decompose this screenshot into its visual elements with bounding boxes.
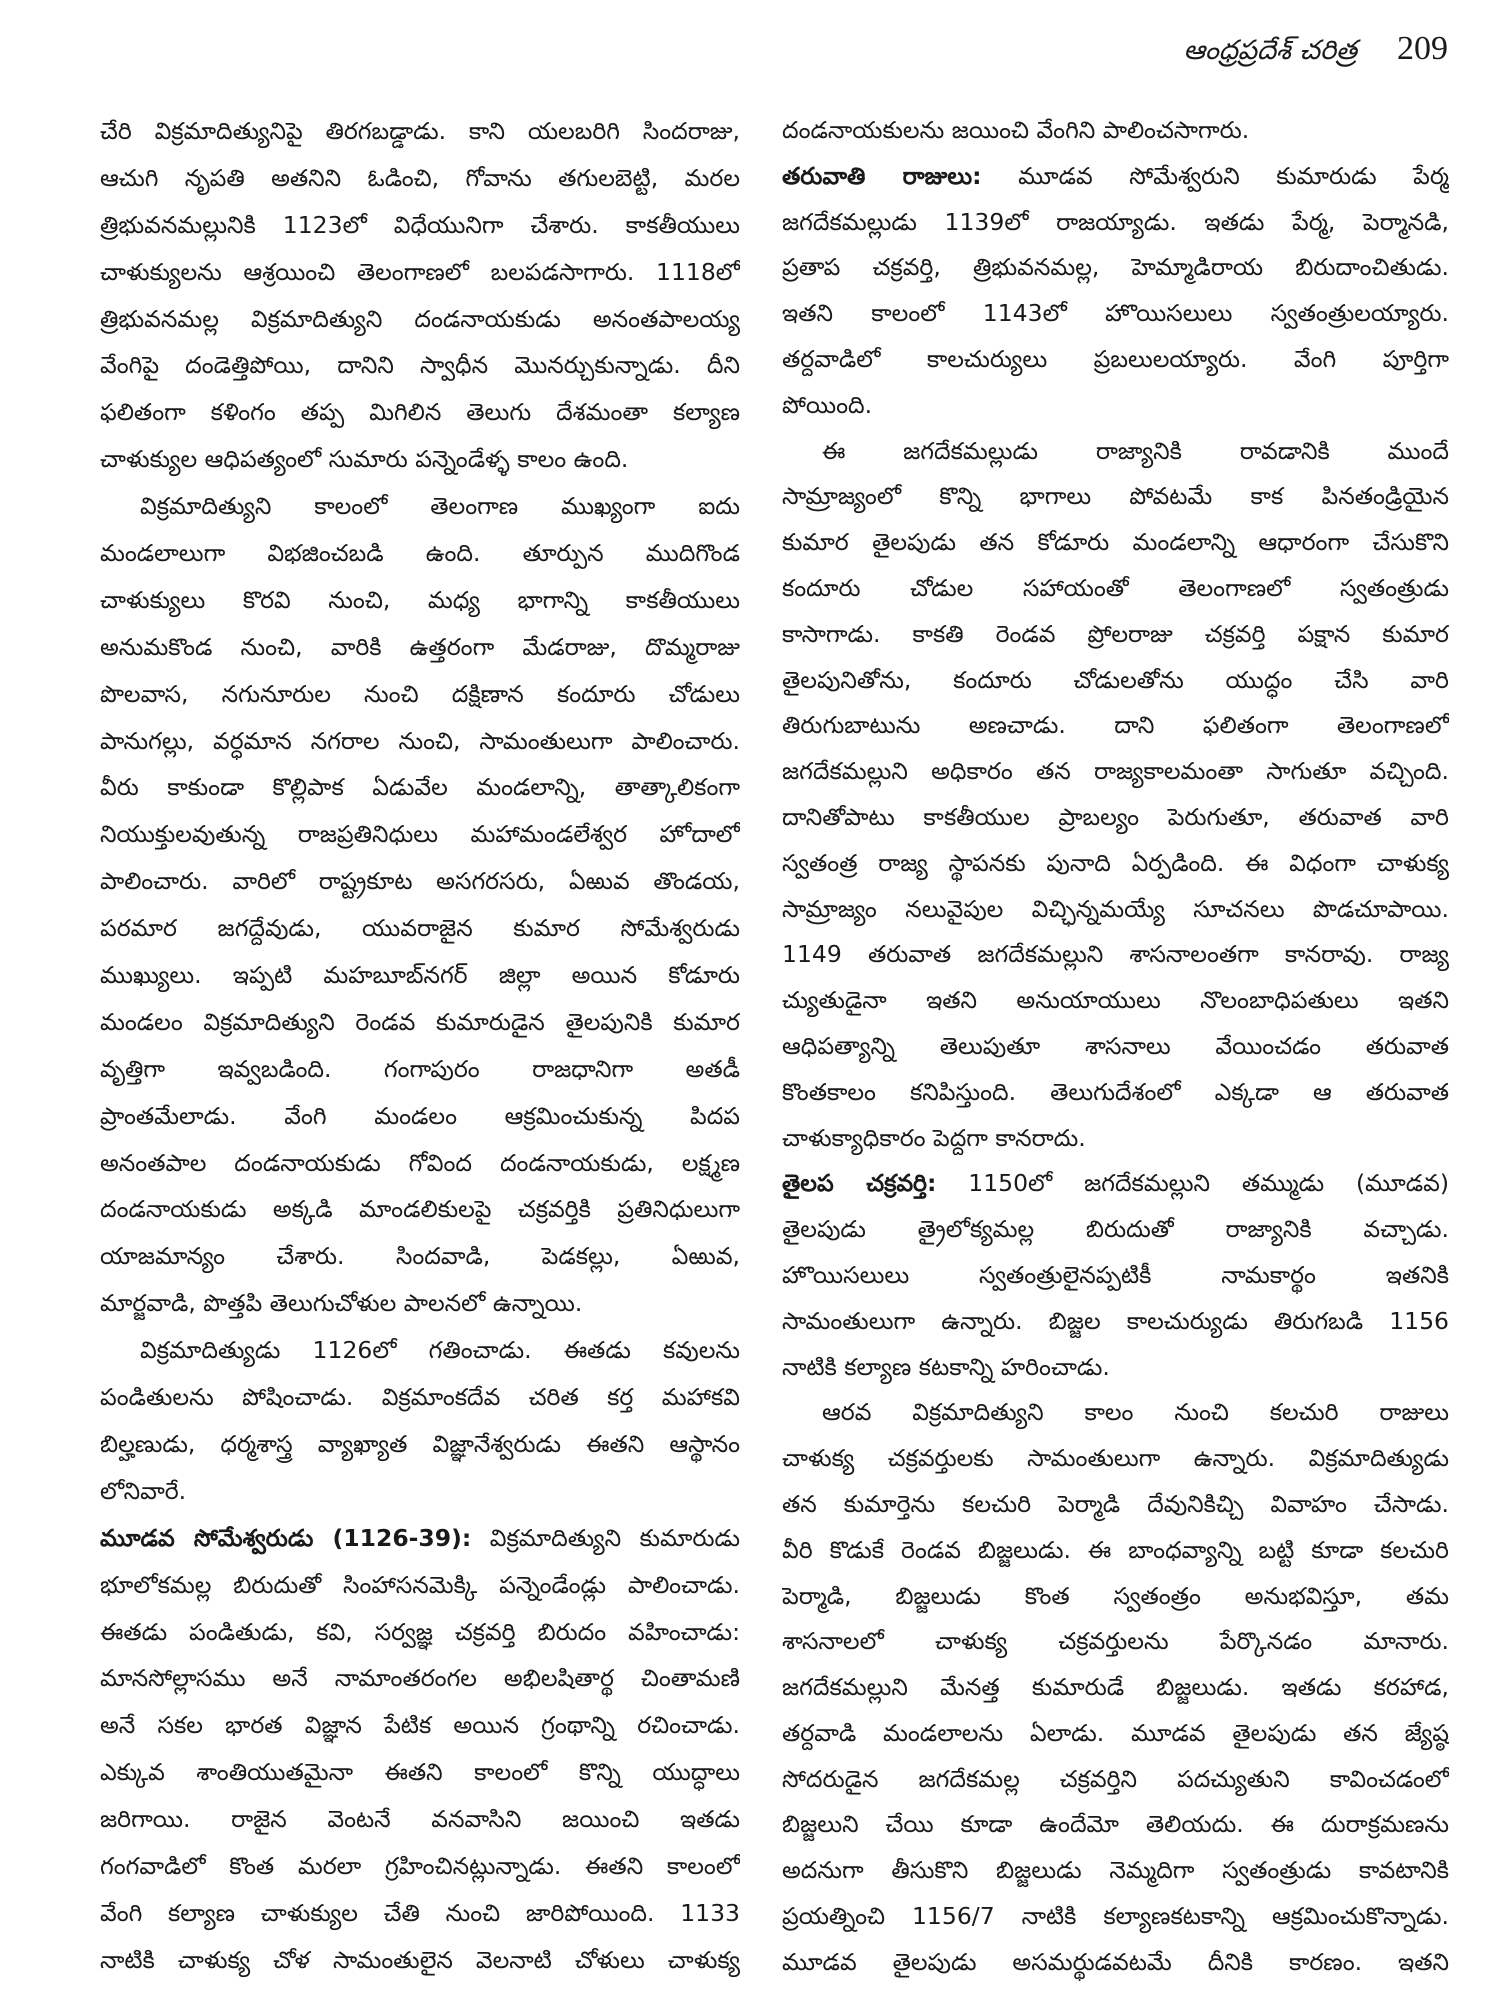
text-line [782, 1161, 1449, 1207]
text-line [100, 671, 740, 718]
line-text: మార్జవాడి, పొత్తపి తెలుగుచోళుల పాలనలో ఉన్నాయి. [100, 1289, 583, 1318]
line-text: జరిగాయి. రాజైన వెంటనే వనవాసిని జయించి ఇతడు [100, 1805, 740, 1834]
text-line [782, 1070, 1449, 1116]
text-line [100, 1374, 740, 1421]
line-text: ఆచుగి నృపతి అతనిని ఓడించి, గోవాను తగులబెట్టి, మరల [100, 163, 740, 192]
text-line [100, 811, 740, 858]
text-line [100, 249, 740, 296]
line-text: ఆరవ విక్రమాదిత్యుని కాలం నుంచి కలచురి రాజులు [822, 1398, 1449, 1427]
line-text: పరమార జగద్దేవుడు, యువరాజైన కుమార సోమేశ్వరుడు [100, 914, 740, 943]
text-line [100, 202, 740, 249]
line-text: నాటికి చాళుక్య చోళ సామంతులైన వెలనాటి చోళులు చాళుక్య [100, 1945, 740, 1974]
left-column [100, 108, 740, 1984]
text-line [782, 200, 1449, 246]
line-text: జగదేకమల్లుడు 1139లో రాజయ్యాడు. ఇతడు పేర్మ, పెర్మానడి, [782, 207, 1449, 236]
text-line [100, 155, 740, 202]
text-line [100, 1468, 740, 1515]
line-text: విక్రమాదిత్యుని కాలంలో తెలంగాణ ముఖ్యంగా ఐదు [140, 492, 740, 521]
line-text: భూలోకమల్ల బిరుదుతో సింహాసనమెక్కి పన్నెండేండ్లు పాలించాడు. [100, 1570, 740, 1599]
page-number: 209 [1397, 30, 1448, 67]
line-text: మూడవ సోమేశ్వరుని కుమారుడు పేర్మ [981, 161, 1449, 190]
line-text: దానితోపాటు కాకతీయుల ప్రాబల్యం పెరుగుతూ, తరువాత వారి [782, 802, 1449, 831]
line-text: చేరి విక్రమాదిత్యునిపై తిరగబడ్డాడు. కాని యలబరిగి సిందరాజు, [100, 117, 740, 145]
line-text: వేంగిపై దండెత్తిపోయి, దానిని స్వాధీన మొనర్చుకున్నాడు. దీని [100, 351, 740, 380]
line-text: చాళుక్యాధికారం పెద్దగా కానరాదు. [782, 1123, 1086, 1152]
line-text: యాజమాన్యం చేశారు. సిందవాడి, పెడకల్లు, ఏఱువ, [100, 1242, 740, 1271]
line-text: తిరుగుబాటును అణచాడు. దాని ఫలితంగా తెలంగాణలో [782, 711, 1449, 740]
line-text: తైలపుడు త్రైలోక్యమల్ల బిరుదుతో రాజ్యానికి వచ్చాడు. [782, 1215, 1449, 1244]
text-line [782, 1619, 1449, 1665]
line-text: సామ్రాజ్యంలో కొన్ని భాగాలు పోవటమే కాక పినతండ్రియైన [782, 482, 1449, 511]
text-line [100, 1655, 740, 1702]
line-text: వీరి కొడుకే రెండవ బిజ్జలుడు. ఈ బాంధవ్యాన్ని బట్టి కూడా కలచురి [782, 1535, 1449, 1564]
text-line [782, 520, 1449, 566]
text-line [782, 474, 1449, 520]
text-line [782, 703, 1449, 749]
line-text: ఫలితంగా కళింగం తప్ప మిగిలిన తెలుగు దేశమంతా కల్యాణ [100, 398, 740, 427]
text-line [782, 1253, 1449, 1299]
line-text: కాసాగాడు. కాకతి రెండవ ప్రోలరాజు చక్రవర్తి పక్షాన కుమార [782, 619, 1449, 648]
text-line [100, 577, 740, 624]
line-text: ప్రయత్నించి 1156/7 నాటికి కల్యాణకటకాన్ని ఆక్రమించుకొన్నాడు. [782, 1902, 1449, 1931]
text-line [782, 429, 1449, 475]
text-line [100, 624, 740, 671]
text-line [100, 1280, 740, 1327]
line-text: అనంతపాల దండనాయకుడు గోవింద దండనాయకుడు, లక్ష్మణ [100, 1148, 740, 1177]
text-line [100, 952, 740, 999]
line-text: పండితులను పోషించాడు. విక్రమాంకదేవ చరిత కర్త మహాకవి [100, 1383, 740, 1412]
text-line [100, 1515, 740, 1562]
line-text: త్రిభువనమల్ల విక్రమాదిత్యుని దండనాయకుడు అనంతపాలయ్య [100, 304, 740, 333]
line-text: దండనాయకుడు అక్కడి మాండలికులపై చక్రవర్తికి ప్రతినిధులుగా [100, 1195, 740, 1224]
line-text: సామ్రాజ్యం నలువైపుల విచ్ఛిన్నమయ్యే సూచనలు పొడచూపాయి. [782, 894, 1449, 923]
section-heading: తైలప చక్రవర్తి: [782, 1169, 937, 1198]
text-line [100, 905, 740, 952]
text-line [782, 291, 1449, 337]
text-line [100, 1562, 740, 1609]
text-line [782, 658, 1449, 704]
text-line [782, 1207, 1449, 1253]
line-text: నియుక్తులవుతున్న రాజప్రతినిధులు మహామండలేశ్వర హోదాలో [100, 820, 740, 849]
line-text: ఈ జగదేకమల్లుడు రాజ్యానికి రావడానికి ముందే [822, 436, 1449, 465]
line-text: వృత్తిగా ఇవ్వబడింది. గంగాపురం రాజధానిగా అతడీ [100, 1054, 740, 1083]
text-line [782, 978, 1449, 1024]
text-line [100, 1093, 740, 1140]
line-text: బిజ్జలుని చేయి కూడా ఉందేమో తెలియదు. ఈ దురాక్రమణను [782, 1810, 1449, 1839]
line-text: తర్దవాడి మండలాలను ఏలాడు. మూడవ తైలపుడు తన జ్యేష్ఠ [782, 1718, 1449, 1747]
line-text: తైలపునితోను, కందూరు చోడులతోను యుద్ధం చేసి వారి [782, 665, 1449, 694]
line-text: ఎక్కువ శాంతియుతమైనా ఈతని కాలంలో కొన్ని యుద్ధాలు [100, 1758, 740, 1787]
text-line [100, 1609, 740, 1656]
running-title: ఆంధ్రప్రదేశ్ చరిత్ర [1183, 35, 1357, 66]
text-line [100, 1937, 740, 1984]
line-text: విక్రమాదిత్యుడు 1126లో గతించాడు. ఈతడు కవులను [140, 1336, 740, 1365]
line-text: పోయింది. [782, 390, 873, 419]
text-line [100, 108, 740, 155]
line-text: దండనాయకులను జయించి వేంగిని పాలించసాగారు. [782, 116, 1250, 144]
line-text: ఆధిపత్యాన్ని తెలుపుతూ శాసనాలు వేయించడం తరువాత [782, 1031, 1449, 1060]
text-line [782, 1482, 1449, 1528]
text-line [100, 1843, 740, 1890]
text-line [782, 154, 1449, 200]
line-text: కొంతకాలం కనిపిస్తుంది. తెలుగుదేశంలో ఎక్కడా ఆ తరువాత [782, 1077, 1449, 1106]
line-text: మూడవ తైలపుడు అసమర్థుడవటమే దీనికి కారణం. ఇతని [782, 1947, 1449, 1976]
text-line [782, 337, 1449, 383]
text-line [100, 436, 740, 483]
text-line [100, 764, 740, 811]
line-text: గంగవాడిలో కొంత మరలా గ్రహించినట్లున్నాడు. ఈతని కాలంలో [100, 1851, 740, 1880]
text-line [782, 566, 1449, 612]
line-text: కందూరు చోడుల సహాయంతో తెలంగాణలో స్వతంత్రుడు [782, 573, 1449, 602]
text-line [782, 887, 1449, 933]
text-line [100, 718, 740, 765]
text-line [782, 1802, 1449, 1848]
line-text: త్రిభువనమల్లునికి 1123లో విధేయునిగా చేశారు. కాకతీయులు [100, 210, 740, 239]
text-line [100, 296, 740, 343]
text-line [782, 841, 1449, 887]
line-text: తర్దవాడిలో కాలచుర్యులు ప్రబలులయ్యారు. వేంగి పూర్తిగా [782, 344, 1449, 373]
text-line [782, 245, 1449, 291]
line-text: వీరు కాకుండా కొల్లిపాక ఏడువేల మండలాన్ని, తాత్కాలికంగా [100, 773, 740, 802]
text-line [100, 1749, 740, 1796]
line-text: ముఖ్యులు. ఇప్పటి మహబూబ్‌నగర్ జిల్లా అయిన కోడూరు [100, 961, 740, 990]
text-line [782, 1436, 1449, 1482]
text-line [782, 1528, 1449, 1574]
text-line [100, 1140, 740, 1187]
line-text: అదనుగా తీసుకొని బిజ్జలుడు నెమ్మదిగా స్వతంత్రుడు కావటానికి [782, 1856, 1449, 1885]
text-line [782, 749, 1449, 795]
text-line [782, 1299, 1449, 1345]
text-line [782, 383, 1449, 429]
line-text: విక్రమాదిత్యుని కుమారుడు [471, 1523, 740, 1552]
line-text: జగదేకమల్లుని మేనత్త కుమారుడే బిజ్జలుడు. ఇతడు కరహాడ, [782, 1673, 1449, 1702]
text-line [100, 999, 740, 1046]
text-line [782, 795, 1449, 841]
line-text: ప్రతాప చక్రవర్తి, త్రిభువనమల్ల, హెమ్మాడిరాయ బిరుదాంచితుడు. [782, 253, 1449, 282]
line-text: అనుమకొండ నుంచి, వారికి ఉత్తరంగా మేడరాజు, దొమ్మరాజు [100, 632, 740, 661]
line-text: తన కుమార్తెను కలచురి పెర్మాడి దేవునికిచ్చి వివాహం చేసాడు. [782, 1489, 1449, 1518]
line-text: లోనివారే. [100, 1476, 187, 1505]
line-text: ఇతని కాలంలో 1143లో హొయిసలులు స్వతంత్రులయ్యారు. [782, 299, 1449, 328]
text-line [782, 1116, 1449, 1162]
line-text: హొయిసలులు స్వతంత్రులైనప్పటికీ నామకార్థం ఇతనికి [782, 1260, 1449, 1289]
text-line [100, 1421, 740, 1468]
line-text: మానసోల్లాసము అనే నామాంతరంగల అభిలషితార్థ చింతామణి [100, 1664, 740, 1693]
line-text: నాటికి కల్యాణ కటకాన్ని హరించాడు. [782, 1352, 1110, 1381]
line-text: వేంగి కల్యాణ చాళుక్యుల చేతి నుంచి జారిపోయింది. 1133 [100, 1898, 740, 1927]
text-line [100, 858, 740, 905]
text-line [100, 389, 740, 436]
section-heading: తరువాతి రాజులు: [782, 161, 982, 190]
line-text: చ్యుతుడైనా ఇతని అనుయాయులు నొలంబాధిపతులు ఇతని [782, 986, 1449, 1015]
text-line [100, 1796, 740, 1843]
line-text: జగదేకమల్లుని అధికారం తన రాజ్యకాలమంతా సాగుతూ వచ్చింది. [782, 757, 1449, 786]
line-text: బిల్హణుడు, ధర్మశాస్త్ర వ్యాఖ్యాత విజ్ఞానేశ్వరుడు ఈతని ఆస్థానం [100, 1429, 740, 1458]
line-text: చాళుక్య చక్రవర్తులకు సామంతులుగా ఉన్నారు. విక్రమాదిత్యుడు [782, 1444, 1449, 1473]
line-text: సోదరుడైన జగదేకమల్ల చక్రవర్తిని పదచ్యుతుని కావించడంలో [782, 1764, 1449, 1793]
text-line [782, 108, 1449, 154]
line-text: ప్రాంతమేలాడు. వేంగి మండలం ఆక్రమించుకున్న పిదప [100, 1101, 740, 1130]
line-text: 1150లో జగదేకమల్లుని తమ్ముడు (మూడవ) [936, 1169, 1449, 1198]
line-text: చాళుక్యుల ఆధిపత్యంలో సుమారు పన్నెండేళ్ళ కాలం ఉంది. [100, 445, 629, 474]
line-text: మండలం విక్రమాదిత్యుని రెండవ కుమారుడైన తైలపునికి కుమార [100, 1007, 740, 1036]
text-line [100, 1327, 740, 1374]
line-text: అనే సకల భారత విజ్ఞాన పేటిక అయిన గ్రంథాన్ని రచించాడు. [100, 1711, 740, 1740]
line-text: పాలించారు. వారిలో రాష్ట్రకూట అసగరసరు, ఏఱువ తొండయ, [100, 867, 740, 896]
line-text: పొలవాస, నగునూరుల నుంచి దక్షిణాన కందూరు చోడులు [100, 679, 740, 708]
line-text: మండలాలుగా విభజించబడి ఉంది. తూర్పున ముదిగొండ [100, 539, 740, 568]
right-column [782, 108, 1449, 1986]
text-line [100, 1186, 740, 1233]
text-line [100, 483, 740, 530]
text-line [782, 932, 1449, 978]
line-text: శాసనాలలో చాళుక్య చక్రవర్తులను పేర్కొనడం మానారు. [782, 1627, 1449, 1656]
line-text: సామంతులుగా ఉన్నారు. బిజ్జల కాలచుర్యుడు తిరుగబడి 1156 [782, 1306, 1449, 1335]
text-line [782, 1894, 1449, 1940]
text-line [100, 1233, 740, 1280]
text-line [782, 1711, 1449, 1757]
text-line [100, 1702, 740, 1749]
text-line [100, 342, 740, 389]
text-line [782, 1345, 1449, 1391]
text-line [782, 1940, 1449, 1986]
text-line [782, 1390, 1449, 1436]
section-heading: మూడవ సోమేశ్వరుడు (1126-39): [100, 1523, 472, 1552]
text-line [100, 530, 740, 577]
text-line [782, 1574, 1449, 1620]
text-line [782, 612, 1449, 658]
line-text: పానుగల్లు, వర్ధమాన నగరాల నుంచి, సామంతులుగా పాలించారు. [100, 726, 740, 755]
text-line [100, 1046, 740, 1093]
line-text: 1149 తరువాత జగదేకమల్లుని శాసనాలంతగా కానరావు. రాజ్య [782, 940, 1449, 969]
text-line [782, 1848, 1449, 1894]
line-text: చాళుక్యులను ఆశ్రయించి తెలంగాణలో బలపడసాగారు. 1118లో [100, 257, 740, 286]
line-text: పెర్మాడి, బిజ్జలుడు కొంత స్వతంత్రం అనుభవిస్తూ, తమ [782, 1581, 1449, 1610]
text-line [782, 1665, 1449, 1711]
text-line [100, 1890, 740, 1937]
text-line [782, 1024, 1449, 1070]
line-text: స్వతంత్ర రాజ్య స్థాపనకు పునాది ఏర్పడింది. ఈ విధంగా చాళుక్య [782, 848, 1449, 877]
line-text: కుమార తైలపుడు తన కోడూరు మండలాన్ని ఆధారంగా చేసుకొని [782, 528, 1449, 557]
text-line [782, 1757, 1449, 1803]
line-text: చాళుక్యులు కొరవి నుంచి, మధ్య భాగాన్ని కాకతీయులు [100, 585, 740, 614]
line-text: ఈతడు పండితుడు, కవి, సర్వజ్ఞ చక్రవర్తి బిరుదం వహించాడు: [100, 1617, 740, 1646]
page-header [1183, 30, 1448, 73]
